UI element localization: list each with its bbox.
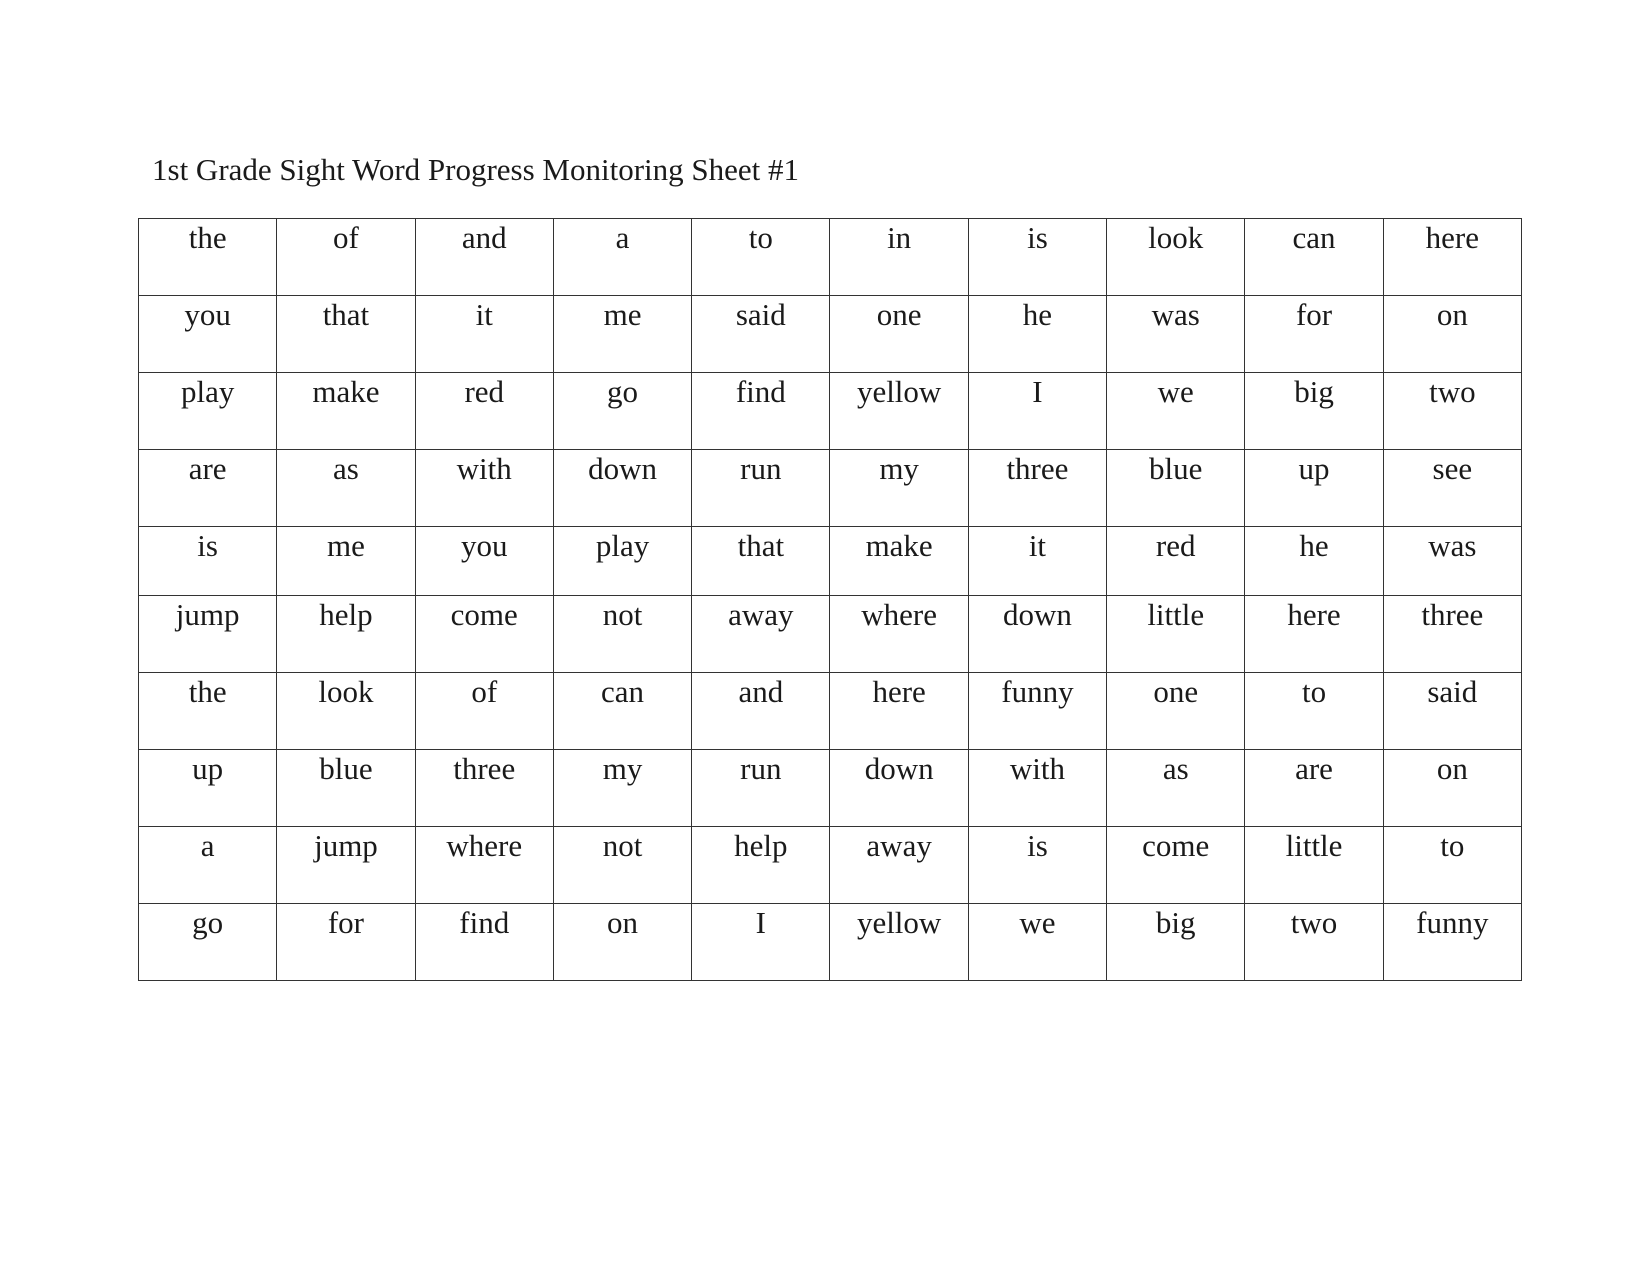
word-cell: look bbox=[1107, 219, 1245, 296]
word-cell: can bbox=[1245, 219, 1383, 296]
word-cell: three bbox=[968, 450, 1106, 527]
word-cell: we bbox=[1107, 373, 1245, 450]
word-cell: on bbox=[553, 904, 691, 981]
word-cell: jump bbox=[139, 596, 277, 673]
table-row bbox=[139, 827, 1522, 904]
word-cell: blue bbox=[277, 750, 415, 827]
word-cell: one bbox=[1107, 673, 1245, 750]
word-cell: funny bbox=[1383, 904, 1521, 981]
word-cell: red bbox=[415, 373, 553, 450]
word-cell: and bbox=[415, 219, 553, 296]
word-cell: he bbox=[1245, 527, 1383, 596]
word-cell: was bbox=[1383, 527, 1521, 596]
word-cell: down bbox=[830, 750, 968, 827]
word-cell: look bbox=[277, 673, 415, 750]
word-cell: said bbox=[692, 296, 830, 373]
word-cell: it bbox=[415, 296, 553, 373]
table-row bbox=[139, 596, 1522, 673]
word-cell: not bbox=[553, 827, 691, 904]
word-cell: is bbox=[139, 527, 277, 596]
word-cell: a bbox=[139, 827, 277, 904]
word-cell: that bbox=[277, 296, 415, 373]
word-cell: run bbox=[692, 450, 830, 527]
word-cell: funny bbox=[968, 673, 1106, 750]
word-cell: here bbox=[1383, 219, 1521, 296]
word-cell: said bbox=[1383, 673, 1521, 750]
word-cell: not bbox=[553, 596, 691, 673]
table-row bbox=[139, 373, 1522, 450]
word-cell: a bbox=[553, 219, 691, 296]
word-cell: away bbox=[830, 827, 968, 904]
word-cell: three bbox=[415, 750, 553, 827]
word-cell: red bbox=[1107, 527, 1245, 596]
word-cell: run bbox=[692, 750, 830, 827]
page-title: 1st Grade Sight Word Progress Monitoring Sheet #1 bbox=[152, 152, 800, 187]
word-cell: my bbox=[830, 450, 968, 527]
word-cell: up bbox=[1245, 450, 1383, 527]
word-cell: the bbox=[139, 219, 277, 296]
word-cell: where bbox=[830, 596, 968, 673]
word-cell: little bbox=[1245, 827, 1383, 904]
word-cell: here bbox=[830, 673, 968, 750]
word-cell: you bbox=[139, 296, 277, 373]
word-cell: play bbox=[553, 527, 691, 596]
table-row bbox=[139, 296, 1522, 373]
word-cell: I bbox=[968, 373, 1106, 450]
table-row bbox=[139, 904, 1522, 981]
word-cell: my bbox=[553, 750, 691, 827]
word-cell: you bbox=[415, 527, 553, 596]
word-cell: for bbox=[1245, 296, 1383, 373]
word-cell: to bbox=[1383, 827, 1521, 904]
word-cell: I bbox=[692, 904, 830, 981]
word-cell: is bbox=[968, 219, 1106, 296]
table-row bbox=[139, 673, 1522, 750]
word-cell: for bbox=[277, 904, 415, 981]
word-cell: go bbox=[553, 373, 691, 450]
word-cell: are bbox=[139, 450, 277, 527]
word-cell: me bbox=[277, 527, 415, 596]
word-cell: on bbox=[1383, 296, 1521, 373]
word-cell: to bbox=[1245, 673, 1383, 750]
word-cell: to bbox=[692, 219, 830, 296]
word-cell: play bbox=[139, 373, 277, 450]
table-row bbox=[139, 527, 1522, 596]
word-cell: down bbox=[553, 450, 691, 527]
word-cell: blue bbox=[1107, 450, 1245, 527]
word-cell: are bbox=[1245, 750, 1383, 827]
word-cell: come bbox=[415, 596, 553, 673]
word-cell: with bbox=[968, 750, 1106, 827]
word-cell: was bbox=[1107, 296, 1245, 373]
word-cell: down bbox=[968, 596, 1106, 673]
word-cell: yellow bbox=[830, 373, 968, 450]
word-cell: where bbox=[415, 827, 553, 904]
sight-word-table-body bbox=[139, 219, 1522, 981]
word-cell: he bbox=[968, 296, 1106, 373]
word-cell: big bbox=[1245, 373, 1383, 450]
word-cell: we bbox=[968, 904, 1106, 981]
word-cell: that bbox=[692, 527, 830, 596]
word-cell: come bbox=[1107, 827, 1245, 904]
word-cell: make bbox=[277, 373, 415, 450]
word-cell: can bbox=[553, 673, 691, 750]
word-cell: in bbox=[830, 219, 968, 296]
table-row bbox=[139, 450, 1522, 527]
word-cell: see bbox=[1383, 450, 1521, 527]
word-cell: me bbox=[553, 296, 691, 373]
word-cell: jump bbox=[277, 827, 415, 904]
word-cell: little bbox=[1107, 596, 1245, 673]
word-cell: as bbox=[1107, 750, 1245, 827]
word-cell: here bbox=[1245, 596, 1383, 673]
word-cell: help bbox=[692, 827, 830, 904]
word-cell: of bbox=[415, 673, 553, 750]
table-row bbox=[139, 219, 1522, 296]
word-cell: two bbox=[1245, 904, 1383, 981]
word-cell: it bbox=[968, 527, 1106, 596]
word-cell: two bbox=[1383, 373, 1521, 450]
word-cell: go bbox=[139, 904, 277, 981]
word-cell: yellow bbox=[830, 904, 968, 981]
word-cell: one bbox=[830, 296, 968, 373]
word-cell: of bbox=[277, 219, 415, 296]
word-cell: find bbox=[415, 904, 553, 981]
word-cell: away bbox=[692, 596, 830, 673]
word-cell: on bbox=[1383, 750, 1521, 827]
sight-word-table bbox=[138, 218, 1522, 981]
word-cell: as bbox=[277, 450, 415, 527]
word-cell: make bbox=[830, 527, 968, 596]
word-cell: is bbox=[968, 827, 1106, 904]
word-cell: big bbox=[1107, 904, 1245, 981]
word-cell: the bbox=[139, 673, 277, 750]
word-cell: help bbox=[277, 596, 415, 673]
word-cell: three bbox=[1383, 596, 1521, 673]
word-cell: with bbox=[415, 450, 553, 527]
word-cell: up bbox=[139, 750, 277, 827]
table-row bbox=[139, 750, 1522, 827]
word-cell: and bbox=[692, 673, 830, 750]
word-cell: find bbox=[692, 373, 830, 450]
